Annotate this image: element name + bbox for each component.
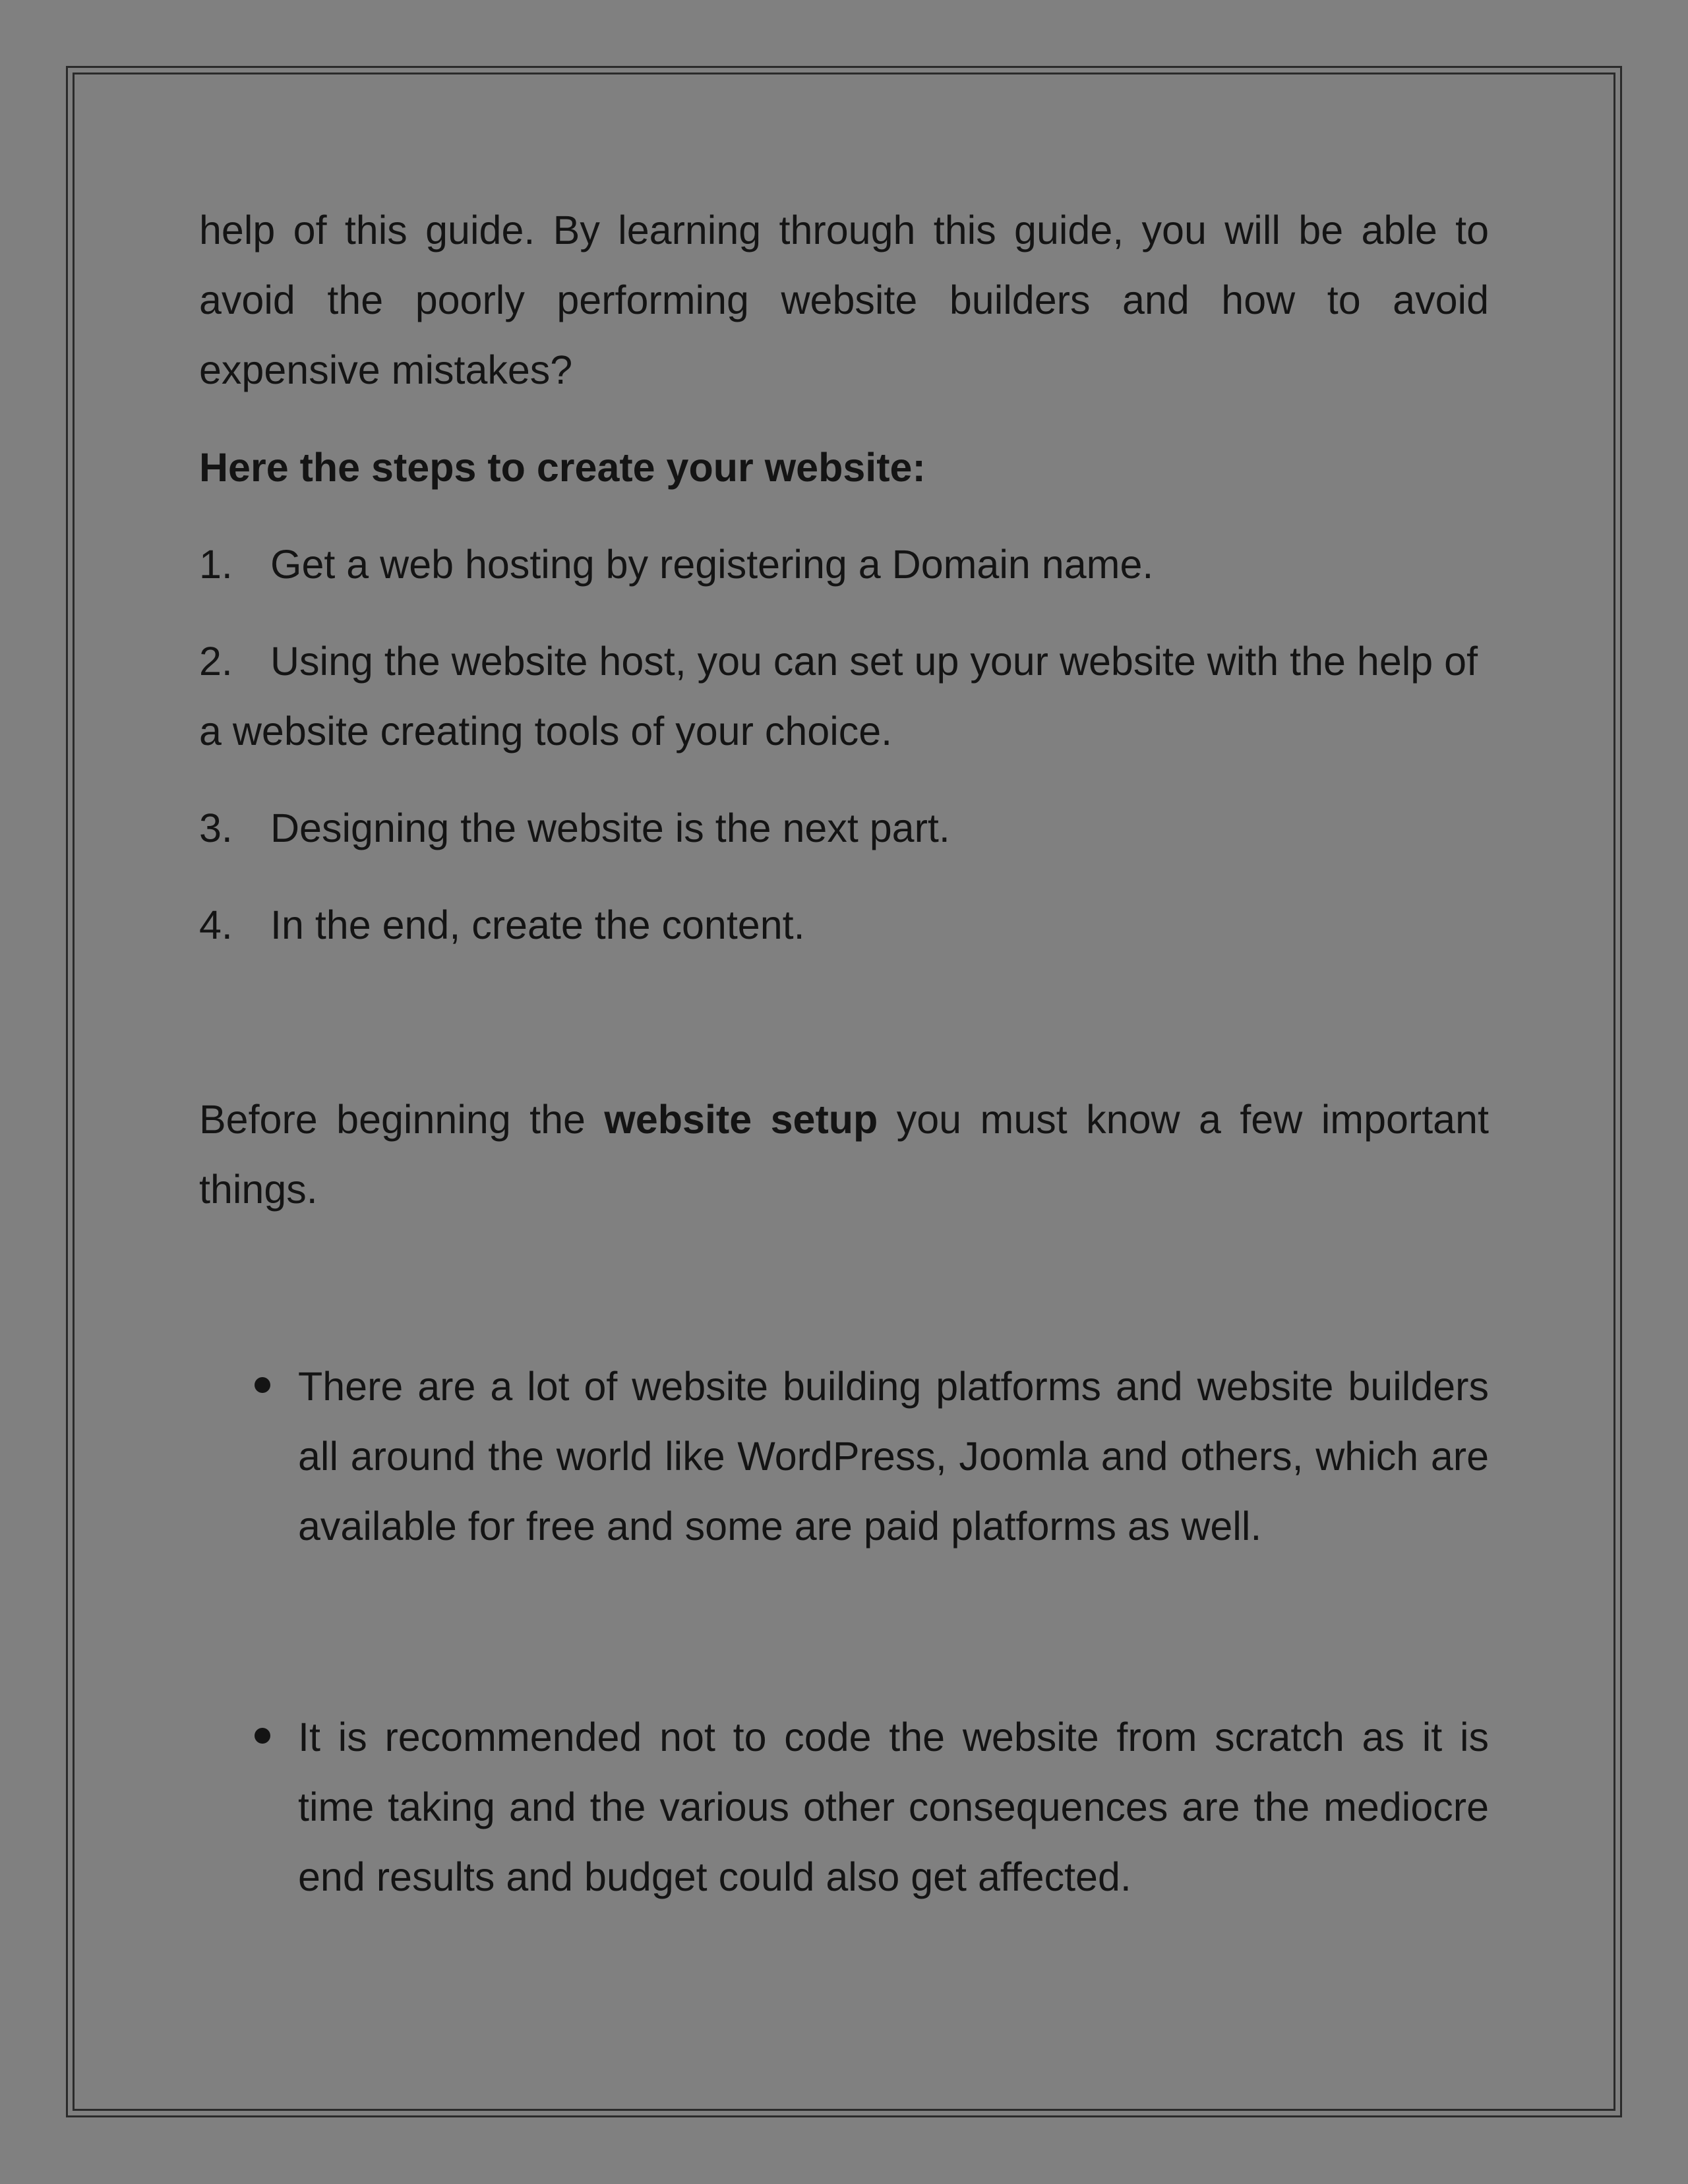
bullet-item-2 bbox=[298, 1702, 1489, 1912]
bullet-item-1 bbox=[298, 1351, 1489, 1561]
step-number: 4. bbox=[199, 902, 233, 947]
step-number: 2. bbox=[199, 639, 233, 684]
step-number: 1. bbox=[199, 542, 233, 587]
step-number: 3. bbox=[199, 806, 233, 850]
before-text-post: you must know a few important things. bbox=[199, 1097, 1489, 1212]
step-item-4 bbox=[199, 890, 1489, 960]
before-paragraph bbox=[199, 1084, 1489, 1224]
before-text-bold: website setup bbox=[604, 1097, 878, 1142]
step-item-1 bbox=[199, 529, 1489, 599]
bullet-text: There are a lot of website building platforms and website builders all around the world like WordPress, Joomla and others, which are available for free and some are paid platforms as well. bbox=[298, 1364, 1489, 1549]
intro-paragraph: help of this guide. By learning through this guide, you will be able to avoid the poorly performing website builders and how to avoid expensive mistakes? bbox=[199, 208, 1489, 392]
bullet-dot-icon bbox=[255, 1377, 270, 1393]
before-text-pre: Before beginning the bbox=[199, 1097, 605, 1142]
step-text: Designing the website is the next part. bbox=[270, 806, 950, 850]
step-text: Using the website host, you can set up your website with the help of a website creating tools of your choice. bbox=[199, 639, 1478, 753]
bullet-dot-icon bbox=[255, 1728, 270, 1744]
bullet-text: It is recommended not to code the website from scratch as it is time taking and the various other consequences are the mediocre end results and budget could also get affected. bbox=[298, 1715, 1489, 1899]
step-text: In the end, create the content. bbox=[270, 902, 805, 947]
step-item-3 bbox=[199, 793, 1489, 863]
steps-heading: Here the steps to create your website: bbox=[199, 445, 926, 490]
step-text: Get a web hosting by registering a Domain name. bbox=[270, 542, 1154, 587]
step-item-2 bbox=[199, 626, 1489, 766]
